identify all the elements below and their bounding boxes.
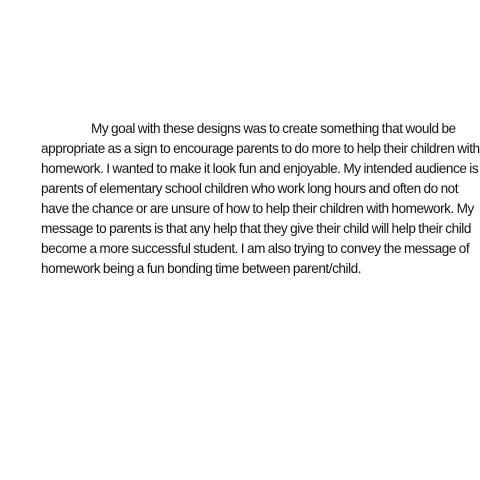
body-paragraph (41, 119, 480, 279)
paragraph-line: have the chance or are unsure of how to help their children with homework. My (41, 201, 474, 216)
paragraph-line: message to parents is that any help that they give their child will help their child (41, 221, 471, 236)
paragraph-line: My goal with these designs was to create something that would be (91, 121, 456, 136)
paragraph-line: become a more successful student. I am also trying to convey the message of (41, 241, 470, 256)
paragraph-line: appropriate as a sign to encourage parents to do more to help their children with (41, 141, 480, 156)
paragraph-line: parents of elementary school children who work long hours and often do not (41, 181, 459, 196)
paragraph-line: homework being a fun bonding time between parent/child. (41, 261, 362, 276)
paragraph-line: homework. I wanted to make it look fun and enjoyable. My intended audience is (41, 161, 479, 176)
